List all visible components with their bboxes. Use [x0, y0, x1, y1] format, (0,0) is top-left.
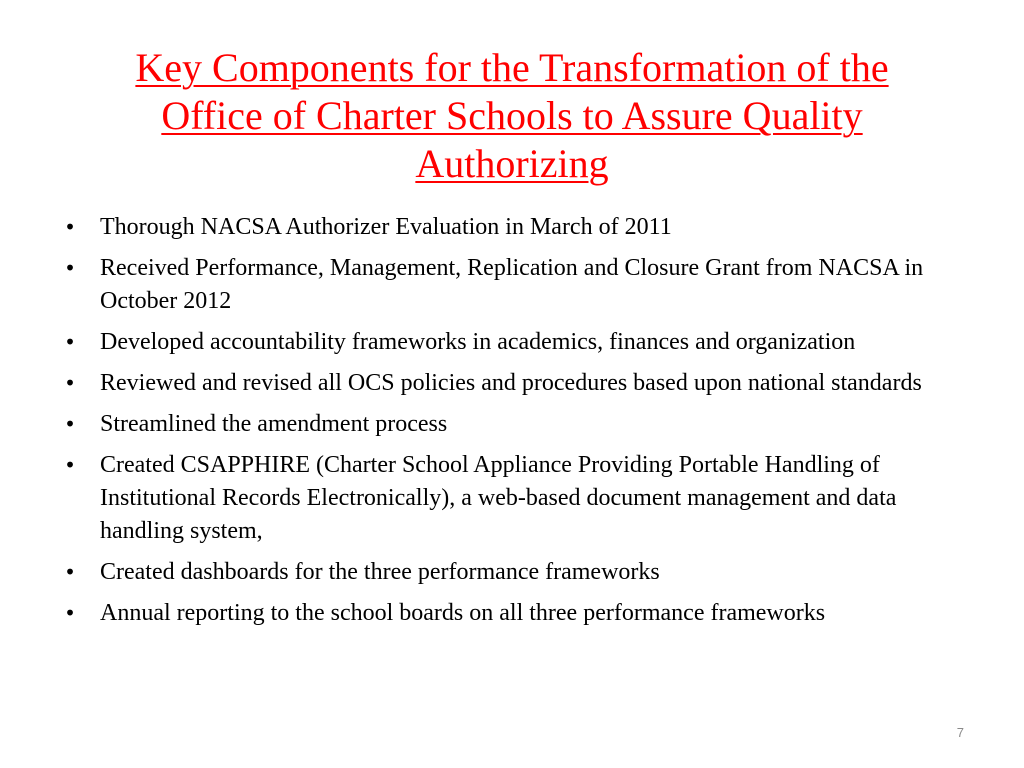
bullet-list [60, 211, 980, 638]
bullet-item [60, 252, 980, 318]
bullet-icon: • [64, 371, 76, 395]
bullet-icon: • [64, 453, 76, 477]
bullet-text: Developed accountability frameworks in academics, finances and organization [100, 329, 856, 355]
bullet-text: Annual reporting to the school boards on all three performance frameworks [100, 600, 826, 626]
bullet-icon: • [64, 256, 76, 280]
bullet-icon: • [64, 215, 76, 239]
title-line-2: Office of Charter Schools to Assure Quality [161, 93, 863, 138]
bullet-item [60, 211, 980, 244]
title-line-1: Key Components for the Transformation of the [135, 45, 889, 90]
bullet-item [60, 597, 980, 630]
bullet-item [60, 326, 980, 359]
bullet-item [60, 367, 980, 400]
bullet-icon: • [64, 412, 76, 436]
bullet-icon: • [64, 560, 76, 584]
bullet-text: Created CSAPPHIRE (Charter School Appliance Providing Portable Handling of Institutional Records Electronically), a web-based document management and data handling system, [100, 452, 897, 544]
bullet-icon: • [64, 330, 76, 354]
bullet-item [60, 449, 980, 548]
bullet-text: Thorough NACSA Authorizer Evaluation in March of 2011 [100, 214, 672, 240]
bullet-text: Streamlined the amendment process [100, 411, 448, 437]
bullet-text: Reviewed and revised all OCS policies and procedures based upon national standards [100, 370, 922, 396]
page-number: 7 [956, 725, 964, 740]
bullet-text: Created dashboards for the three performance frameworks [100, 559, 660, 585]
bullet-item [60, 408, 980, 441]
title-line-3: Authorizing [415, 141, 609, 186]
bullet-item [60, 556, 980, 589]
slide-title [60, 44, 964, 188]
bullet-text: Received Performance, Management, Replication and Closure Grant from NACSA in October 2012 [100, 255, 924, 314]
bullet-icon: • [64, 601, 76, 625]
